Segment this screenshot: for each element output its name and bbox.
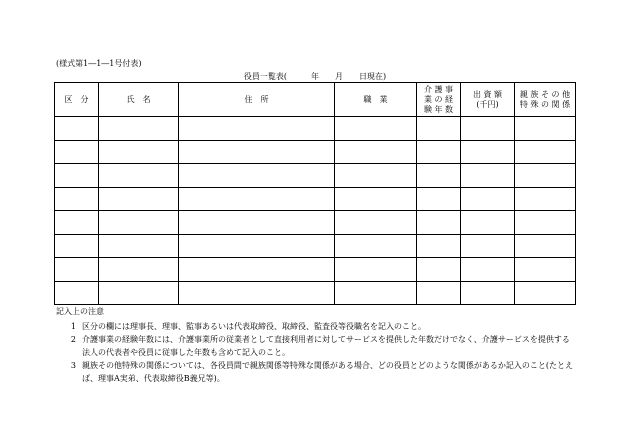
cell-address[interactable]	[179, 211, 335, 235]
note-number: 3	[70, 361, 76, 370]
cell-category[interactable]	[55, 211, 99, 235]
cell-category[interactable]	[55, 117, 99, 141]
cell-address[interactable]	[179, 140, 335, 164]
officers-table	[54, 82, 576, 305]
cell-category[interactable]	[55, 281, 99, 305]
cell-name[interactable]	[99, 234, 179, 258]
cell-category[interactable]	[55, 140, 99, 164]
note-item	[56, 333, 576, 359]
document-title: 役員一覧表( 年 月 日現在)	[243, 72, 387, 81]
cell-investment-amount[interactable]	[461, 117, 515, 141]
cell-care-experience-years[interactable]	[417, 117, 461, 141]
cell-category[interactable]	[55, 258, 99, 282]
cell-name[interactable]	[99, 211, 179, 235]
header-occupation: 職 業	[335, 83, 417, 117]
notes-section	[56, 306, 576, 385]
note-text: 介護事業の経験年数には、介護事業所の従業者として直接利用者に対してサービスを提供した年数だけでなく、介護サービスを提供する法人の代表者や役員に従事した年数も含めて記入のこと。	[82, 335, 570, 357]
cell-special-relation[interactable]	[515, 187, 576, 211]
cell-special-relation[interactable]	[515, 234, 576, 258]
table-row	[55, 211, 576, 235]
cell-care-experience-years[interactable]	[417, 258, 461, 282]
table-row	[55, 187, 576, 211]
cell-investment-amount[interactable]	[461, 258, 515, 282]
cell-care-experience-years[interactable]	[417, 281, 461, 305]
table-header-row	[55, 83, 576, 117]
cell-address[interactable]	[179, 281, 335, 305]
cell-name[interactable]	[99, 281, 179, 305]
form-number: (様式第1―1―1号付表)	[56, 59, 142, 68]
cell-investment-amount[interactable]	[461, 140, 515, 164]
cell-care-experience-years[interactable]	[417, 140, 461, 164]
cell-care-experience-years[interactable]	[417, 164, 461, 188]
cell-address[interactable]	[179, 187, 335, 211]
cell-address[interactable]	[179, 258, 335, 282]
header-investment-amount: 出 資 額 (千円)	[461, 83, 515, 117]
table-row	[55, 234, 576, 258]
header-care-experience-years: 介 護 事 業 の 経 験 年 数	[417, 83, 461, 117]
cell-name[interactable]	[99, 187, 179, 211]
cell-occupation[interactable]	[335, 117, 417, 141]
cell-special-relation[interactable]	[515, 140, 576, 164]
cell-occupation[interactable]	[335, 164, 417, 188]
table-row	[55, 164, 576, 188]
cell-category[interactable]	[55, 234, 99, 258]
note-text: 区分の欄には理事長、理事、監事あるいは代表取締役、取締役、監査役等役職名を記入のこと。	[82, 322, 426, 331]
cell-investment-amount[interactable]	[461, 164, 515, 188]
cell-care-experience-years[interactable]	[417, 187, 461, 211]
cell-occupation[interactable]	[335, 211, 417, 235]
cell-investment-amount[interactable]	[461, 187, 515, 211]
cell-name[interactable]	[99, 258, 179, 282]
cell-care-experience-years[interactable]	[417, 211, 461, 235]
cell-investment-amount[interactable]	[461, 234, 515, 258]
cell-occupation[interactable]	[335, 187, 417, 211]
cell-special-relation[interactable]	[515, 211, 576, 235]
cell-address[interactable]	[179, 234, 335, 258]
header-name: 氏 名	[99, 83, 179, 117]
note-text: 親族その他特殊の関係については、各役員間で親族関係等特殊な関係がある場合、どの役員とどのような関係があるか記入のこと(たとえば、理事A実弟、代表取締役B義兄等)。	[82, 361, 573, 383]
table-row	[55, 258, 576, 282]
cell-special-relation[interactable]	[515, 117, 576, 141]
cell-investment-amount[interactable]	[461, 211, 515, 235]
cell-category[interactable]	[55, 164, 99, 188]
cell-special-relation[interactable]	[515, 258, 576, 282]
header-special-relation: 親 族 そ の 他 特 殊 の 関 係	[515, 83, 576, 117]
cell-investment-amount[interactable]	[461, 281, 515, 305]
cell-category[interactable]	[55, 187, 99, 211]
cell-name[interactable]	[99, 164, 179, 188]
note-item	[56, 359, 576, 385]
cell-address[interactable]	[179, 164, 335, 188]
notes-heading: 記入上の注意	[56, 307, 104, 316]
cell-name[interactable]	[99, 117, 179, 141]
header-category: 区 分	[55, 83, 99, 117]
cell-care-experience-years[interactable]	[417, 234, 461, 258]
cell-occupation[interactable]	[335, 258, 417, 282]
cell-special-relation[interactable]	[515, 281, 576, 305]
cell-occupation[interactable]	[335, 140, 417, 164]
cell-name[interactable]	[99, 140, 179, 164]
table-body	[55, 117, 576, 305]
table-row	[55, 117, 576, 141]
cell-occupation[interactable]	[335, 281, 417, 305]
table-row	[55, 140, 576, 164]
note-item	[56, 320, 576, 333]
note-number: 1	[70, 322, 76, 331]
cell-special-relation[interactable]	[515, 164, 576, 188]
note-number: 2	[70, 335, 76, 344]
table-row	[55, 281, 576, 305]
header-address: 住 所	[179, 83, 335, 117]
cell-address[interactable]	[179, 117, 335, 141]
cell-occupation[interactable]	[335, 234, 417, 258]
